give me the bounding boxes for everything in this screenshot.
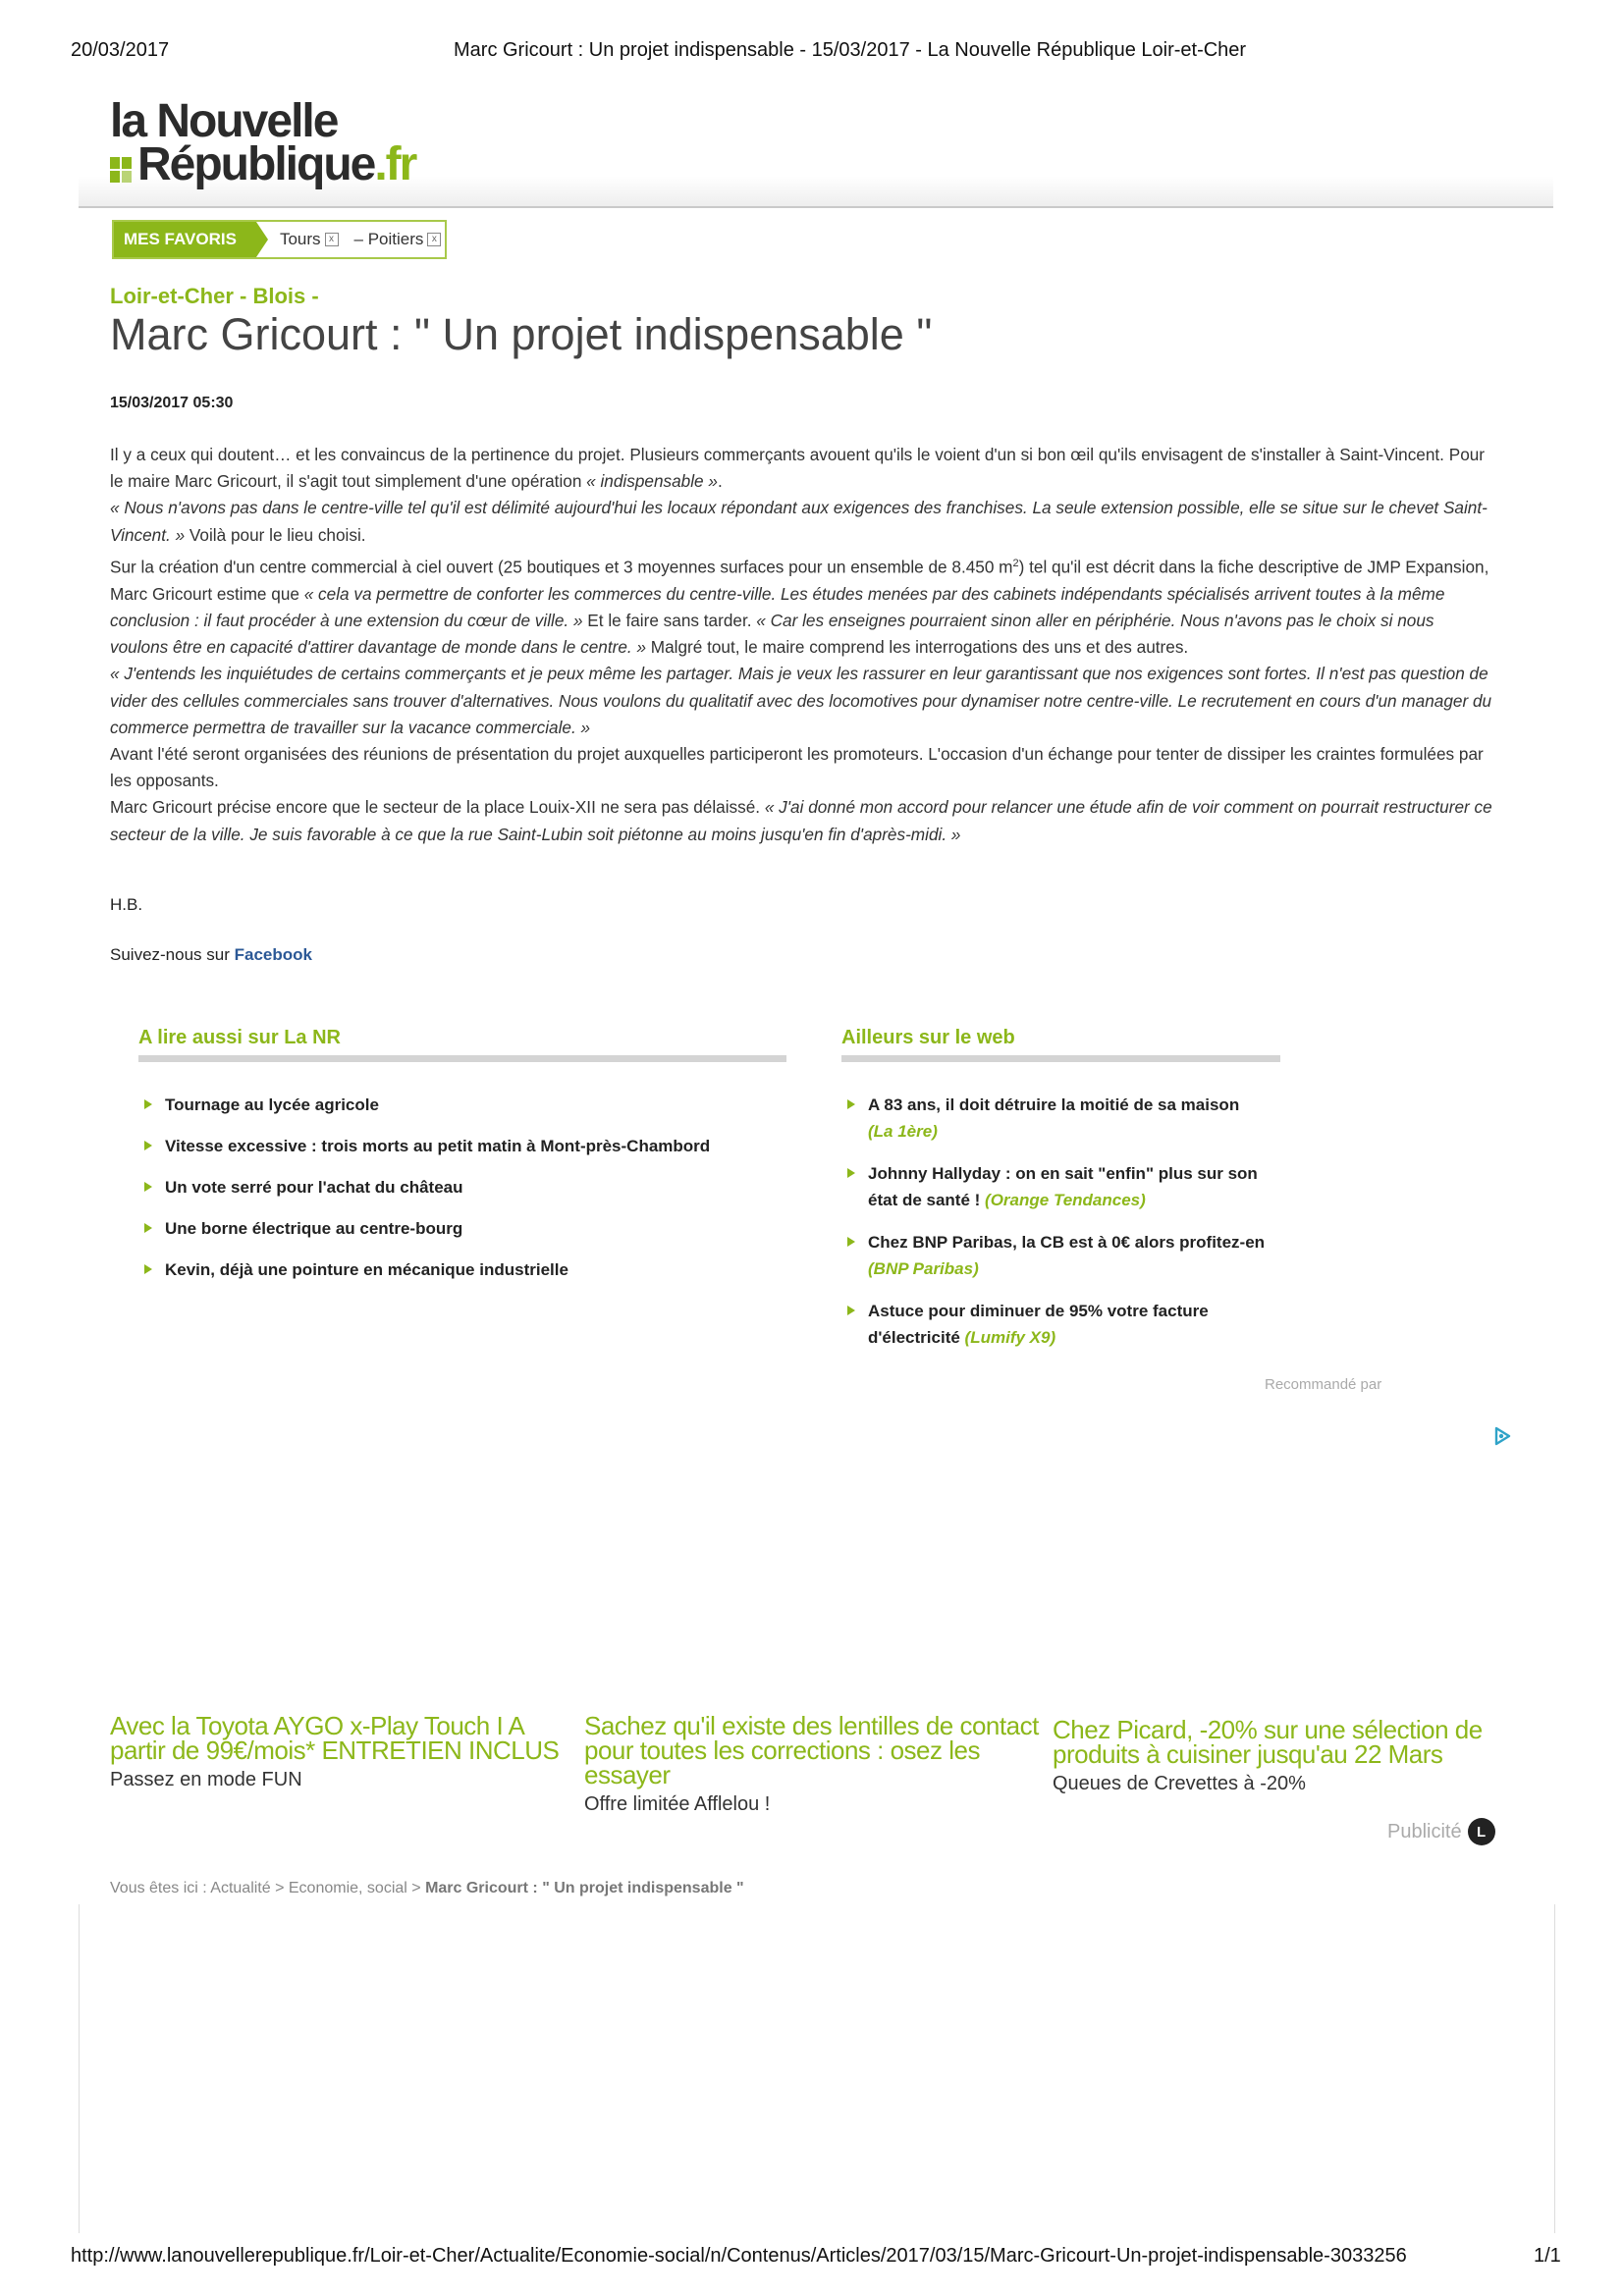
ad-subtitle: Passez en mode FUN: [110, 1769, 302, 1790]
favorite-item-label: – Poitiers: [353, 230, 424, 248]
print-url: http://www.lanouvellerepublique.fr/Loir-et-Cher/Actualite/Economie-social/n/Contenus/Articles/2017/03/15/Marc-Gricourt-Un-projet-indispensable-3033256: [71, 2245, 1407, 2267]
ligatus-logo-icon: L: [1468, 1818, 1495, 1845]
article-body: [110, 442, 1492, 848]
related-web-source: (Lumify X9): [964, 1328, 1056, 1347]
favorite-item-tours[interactable]: [256, 222, 343, 257]
related-nr-item[interactable]: Un vote serré pour l'achat du château: [138, 1174, 786, 1201]
follow-us: Suivez-nous sur Facebook: [110, 945, 312, 964]
breadcrumb-path[interactable]: Vous êtes ici : Actualité > Economie, social >: [110, 1880, 426, 1896]
ad-afflelou[interactable]: [584, 1711, 1046, 1816]
article-paragraph: Il y a ceux qui doutent… et les convaincus de la pertinence du projet. Plusieurs commerçants avouent qu'ils le voient d'un si bon œil qu'ils envisagent de s'installer à Saint-Vincent. Pour le maire Marc Gricourt, il s'agit tout simplement d'une opération « indispensable ».: [110, 445, 1486, 492]
related-web-rule: [841, 1055, 1280, 1062]
article-paragraph: « J'entends les inquiétudes de certains commerçants et je peux même les partager. Mais je veux les rassurer en leur garantissant que nos exigences sont fortes. Il n'est pas question de vider des cellules commerciales sans trouver d'alternatives. Nous voulons du qualitatif avec des locomotives pour dynamiser notre centre-ville. Le recrutement en cours d'un manager du commerce permettra de travailler sur la vacance commerciale. »: [110, 664, 1492, 737]
article-paragraph: Marc Gricourt précise encore que le secteur de la place Louix-XII ne sera pas délaissé. « J'ai donné mon accord pour relancer une étude afin de voir comment on pourrait restructurer ce secteur de la ville. Je suis favorable à ce que la rue Saint-Lubin soit piétonne au moins jusqu'en fin d'après-midi. »: [110, 797, 1492, 844]
breadcrumb: [110, 1880, 744, 1897]
publicite-label[interactable]: Publicité L: [1387, 1818, 1495, 1845]
logo-mark-icon: [110, 157, 132, 183]
ad-title[interactable]: Avec la Toyota AYGO x-Play Touch I A partir de 99€/mois* ENTRETIEN INCLUS: [110, 1711, 560, 1765]
close-icon[interactable]: x: [325, 233, 339, 246]
related-web-source: (BNP Paribas): [868, 1259, 979, 1278]
related-web-item[interactable]: A 83 ans, il doit détruire la moitié de sa maison (La 1ère): [841, 1092, 1280, 1145]
ad-title[interactable]: Sachez qu'il existe des lentilles de contact pour toutes les corrections : osez les essayer: [584, 1711, 1039, 1789]
article-paragraph: Sur la création d'un centre commercial à ciel ouvert (25 boutiques et 3 moyennes surfaces pour un ensemble de 8.450 $m^2$) tel qu'il est décrit dans la fiche descriptive de JMP Expansion, Marc Gricourt estime que « cela va permettre de conforter les commerces du centre-ville. Les études menées par des cabinets indépendants spécialisés arrivent toutes à la même conclusion : il faut procéder à une extension du cœur de ville. » Et le faire sans tarder. « Car les enseignes pourraient sinon aller en périphérie. Nous n'avons pas le choix si nous voulons être en capacité d'attirer davantage de monde dans le centre. » Malgré tout, le maire comprend les interrogations des uns et des autres.: [110, 557, 1489, 658]
related-nr-item[interactable]: Une borne électrique au centre-bourg: [138, 1215, 786, 1242]
ad-title[interactable]: Chez Picard, -20% sur une sélection de produits à cuisiner jusqu'au 22 Mars: [1053, 1715, 1483, 1769]
article-date: 15/03/2017 05:30: [110, 395, 234, 411]
print-title: Marc Gricourt : Un projet indispensable - 15/03/2017 - La Nouvelle République Loir-et-Cher: [454, 39, 1247, 61]
site-logo[interactable]: [110, 95, 454, 194]
article-author: H.B.: [110, 895, 143, 914]
ad-picard[interactable]: [1053, 1715, 1514, 1795]
logo-line2: [137, 138, 416, 190]
recommended-by[interactable]: Recommandé par: [1265, 1376, 1382, 1393]
related-web-box: [841, 1027, 1280, 1366]
article-paragraph: « Nous n'avons pas dans le centre-ville tel qu'il est délimité aujourd'hui les locaux répondant aux exigences des franchises. La seule extension possible, elle se situe sur le chevet Saint-Vincent. » Voilà pour le lieu choisi.: [110, 498, 1488, 545]
related-nr-item[interactable]: Kevin, déjà une pointure en mécanique industrielle: [138, 1256, 786, 1283]
ad-toyota[interactable]: [110, 1711, 562, 1791]
logo-name: République: [137, 138, 375, 190]
adchoices-icon[interactable]: [1491, 1425, 1513, 1447]
related-web-item[interactable]: Chez BNP Paribas, la CB est à 0€ alors profitez-en (BNP Paribas): [841, 1229, 1280, 1282]
related-web-source: (Orange Tendances): [985, 1191, 1146, 1209]
related-web-item[interactable]: Astuce pour diminuer de 95% votre facture d'électricité (Lumify X9): [841, 1298, 1280, 1351]
related-web-title: Ailleurs sur le web: [841, 1027, 1015, 1048]
related-web-source: (La 1ère): [868, 1122, 938, 1141]
article-title: Marc Gricourt : " Un projet indispensable ": [110, 309, 933, 359]
favorites-label[interactable]: MES FAVORIS: [114, 222, 256, 257]
facebook-link[interactable]: Facebook: [234, 945, 312, 964]
ad-subtitle: Queues de Crevettes à -20%: [1053, 1773, 1306, 1794]
ad-subtitle: Offre limitée Afflelou !: [584, 1793, 771, 1815]
related-web-list: [841, 1092, 1280, 1351]
favorite-item-poitiers[interactable]: [343, 222, 446, 257]
related-nr-rule: [138, 1055, 786, 1062]
close-icon[interactable]: x: [427, 233, 441, 246]
related-nr-list: [138, 1092, 786, 1283]
empty-content-area: [79, 1904, 1555, 2233]
print-date: 20/03/2017: [71, 39, 170, 61]
breadcrumb-current: Marc Gricourt : " Un projet indispensable ": [425, 1880, 744, 1896]
favorites-bar: [112, 220, 447, 259]
related-web-item[interactable]: Johnny Hallyday : on en sait "enfin" plus sur son état de santé ! (Orange Tendances): [841, 1160, 1280, 1213]
logo-tld: .fr: [374, 138, 416, 190]
favorite-item-label: Tours: [279, 230, 321, 248]
article-paragraph: Avant l'été seront organisées des réunions de présentation du projet auxquelles participeront les promoteurs. L'occasion d'un échange pour tenter de dissiper les craintes formulées par les opposants.: [110, 743, 1484, 791]
print-page-number: 1/1: [1534, 2245, 1561, 2267]
article-section[interactable]: Loir-et-Cher - Blois -: [110, 284, 319, 308]
related-nr-item[interactable]: Vitesse excessive : trois morts au petit matin à Mont-près-Chambord: [138, 1133, 786, 1159]
related-nr-title: A lire aussi sur La NR: [138, 1027, 341, 1048]
related-nr-box: [138, 1027, 786, 1298]
related-nr-item[interactable]: Tournage au lycée agricole: [138, 1092, 786, 1118]
logo-line1: la Nouvelle: [110, 95, 338, 147]
